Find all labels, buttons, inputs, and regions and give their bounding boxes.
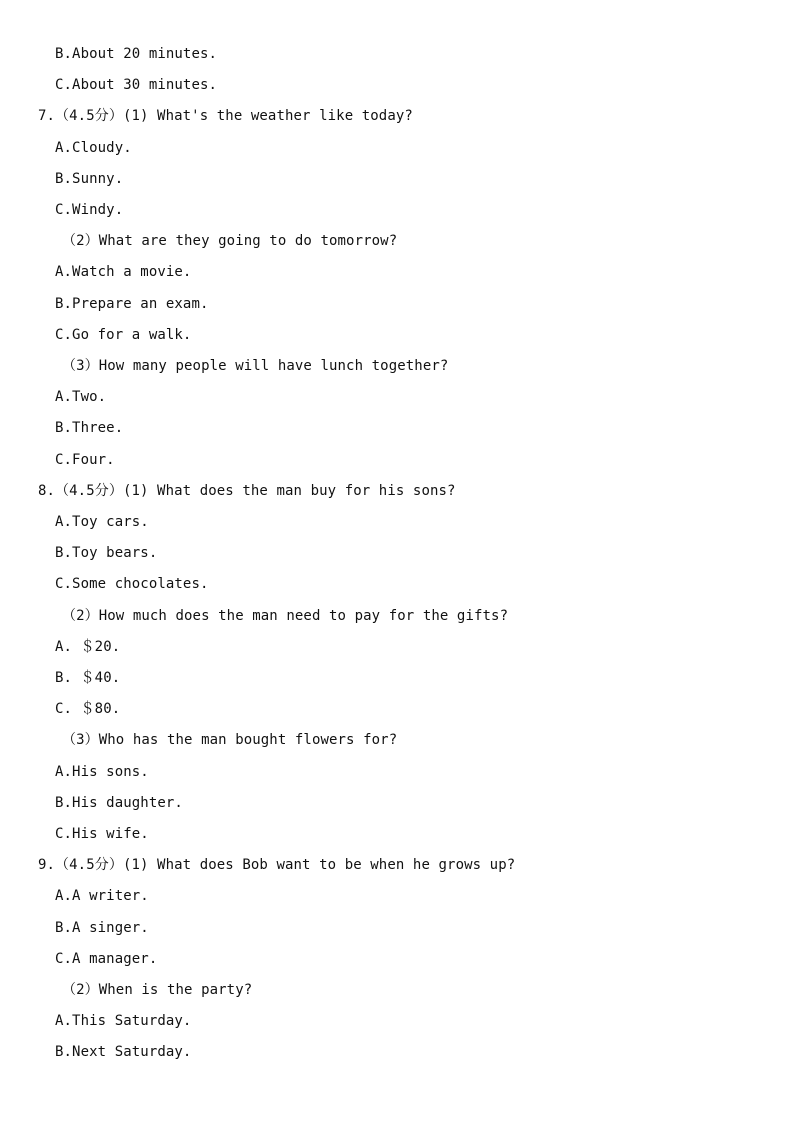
answer-option: B.Prepare an exam. (55, 296, 209, 312)
answer-option: C.Four. (55, 452, 115, 468)
answer-option: B.A singer. (55, 920, 149, 936)
sub-question: （3）Who has the man bought flowers for? (62, 732, 398, 748)
question-heading: 8.（4.5分）(1) What does the man buy for his sons? (38, 483, 456, 499)
question-heading: 9.（4.5分）(1) What does Bob want to be when he grows up? (38, 857, 516, 873)
sub-question: （2）What are they going to do tomorrow? (62, 233, 398, 249)
answer-option: A.Two. (55, 389, 107, 405)
answer-option: B.His daughter. (55, 795, 183, 811)
answer-option: A.A writer. (55, 888, 149, 904)
answer-option: A. ＄20. (55, 639, 121, 655)
answer-option: A.His sons. (55, 764, 149, 780)
answer-option: B.About 20 minutes. (55, 46, 218, 62)
answer-option: A.Cloudy. (55, 140, 132, 156)
sub-question: （2）How much does the man need to pay for the gifts? (62, 608, 509, 624)
answer-option: B.Toy bears. (55, 545, 158, 561)
answer-option: B.Next Saturday. (55, 1044, 192, 1060)
answer-option: A.Toy cars. (55, 514, 149, 530)
answer-option: C. ＄80. (55, 701, 121, 717)
answer-option: C.Go for a walk. (55, 327, 192, 343)
answer-option: C.Windy. (55, 202, 124, 218)
question-heading: 7.（4.5分）(1) What's the weather like today? (38, 108, 413, 124)
answer-option: B. ＄40. (55, 670, 121, 686)
answer-option: B.Sunny. (55, 171, 124, 187)
answer-option: C.About 30 minutes. (55, 77, 218, 93)
answer-option: A.Watch a movie. (55, 264, 192, 280)
answer-option: C.His wife. (55, 826, 149, 842)
answer-option: C.Some chocolates. (55, 576, 209, 592)
sub-question: （3）How many people will have lunch together? (62, 358, 449, 374)
answer-option: B.Three. (55, 420, 124, 436)
sub-question: （2）When is the party? (62, 982, 253, 998)
answer-option: C.A manager. (55, 951, 158, 967)
answer-option: A.This Saturday. (55, 1013, 192, 1029)
